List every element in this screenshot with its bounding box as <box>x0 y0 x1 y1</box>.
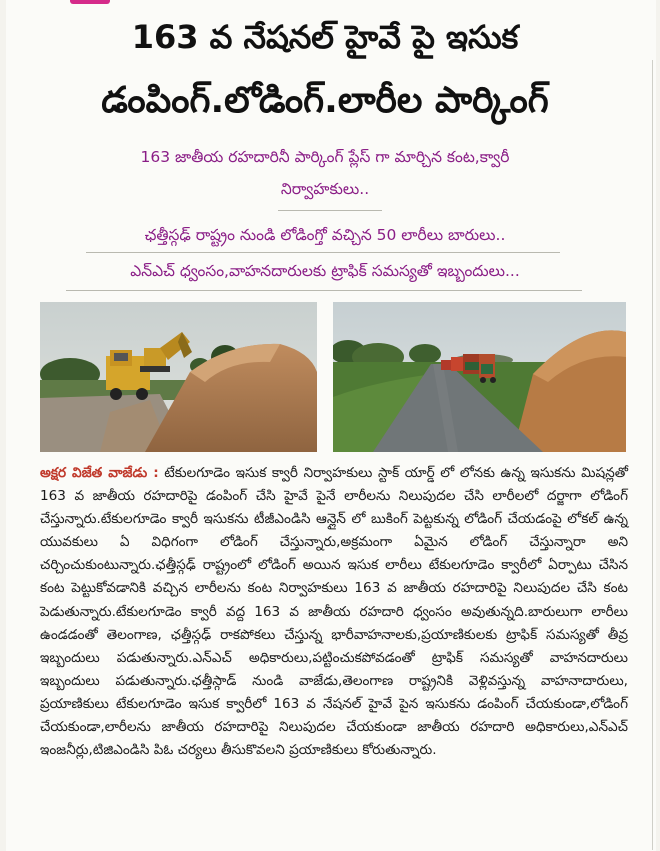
subhead-underline <box>278 210 382 211</box>
article-body <box>40 462 628 762</box>
lorries-on-highway-photo <box>333 302 626 452</box>
subhead-underline <box>86 252 560 253</box>
column-divider <box>652 60 653 850</box>
headline-line-2: డంపింగ్.లోడింగ్.లారీల పార్కింగ్ <box>101 80 549 121</box>
byline: అక్షర విజేత వాజేడు : <box>40 465 159 481</box>
subhead-1-cont: నిర్వాహకులు.. <box>280 180 370 198</box>
article-text: టేకులగూడెం ఇసుక క్వారీ నిర్వాహకులు స్టాక్ యార్డ్ లో లోనకు ఉన్న ఇసుకను మిషన్లతో 163 వ జాతీయ రహదారిపై డంపింగ్ చేసి హైవే పైనే లారీలను నిలుపుదల చేసి లారీలలో దర్జాగా లోడింగ్ చేస్తున్నారు.టేకులగూడెం క్వారీ ఇసుకను టీజీఎండిసి ఆన్లైన్ లో బుకింగ్ పెట్టకున్న లోడింగ్ చేయడంపై లోకల్ ఉన్న యువకులు ఏ విధిగంగా లోడింగ్ చేస్తున్నారు,అక్రమంగా ఏమైన లోడింగ్ చేస్తున్నారా అని చర్చించుకుంటున్నారు.ఛత్తీస్గఢ్ రాష్ట్రంలో లోడింగ్ అయిన ఇసుక లారీలు టేకులగూడెం క్వారీలో ఏర్పాటు చేసిన కంట పెట్టుకోవడానికి వచ్చిన లారీలను కంట నిర్వాహకులు 163 వ జాతీయ రహదారిపై నిలుపుదల చేసి కంట పెడుతున్నారు.టేకులగూడెం క్వారీ వద్ద 163 వ జాతీయ రహదారి ధ్వంసం అవుతున్నది.బారులుగా లారీలు ఉండడంతో తెలంగాణ, ఛత్తీస్గఢ్ రాకపోకలు చేస్తున్న భారీవాహనాలకు,ప్రయాణికులకు ట్రాఫిక్ సమస్యతో తీవ్ర ఇబ్బందులు పడుతున్నారు.ఎన్ఎచ్ అధికారులు,పట్టించుకపోవడంతో ట్రాఫిక్ సమస్యతో వాహనదారులు ఇబ్బందులు పడుతున్నారు.ఛత్తీస్గాడ్ నుండి వాజేడు,తెలంగాణ రాష్ట్రనికి వెళ్లివస్తున్న వాహనాదారులు, ప్రయాణికులు టేకులగూడెం ఇసుక క్వారీలో 163 వ నేషనల్ హైవే పైన ఇసుకను డంపింగ్ చేయకుండా,లోడింగ్ చేయకుండా,లారీలను జాతీయ రహదారిపై నిలుపుదల చేయకుండా జాతీయ రహదారి అధికారులు,ఎన్ఎచ్ ఇంజనీర్లు,టిజిఎండిసి పిఓ చర్యలు తీసుకొవలని ప్రయాణికులు కోరుతున్నారు. <box>40 465 629 759</box>
subhead-underline <box>66 290 582 291</box>
subhead-3: ఎన్ఎచ్ ధ్వంసం,వాహనదారులకు ట్రాఫిక్ సమస్యతో ఇబ్బందులు... <box>130 262 520 280</box>
sand-dump-excavator-photo <box>40 302 317 452</box>
subhead-2: ఛత్తీస్గఢ్ రాష్ట్రం నుండి లోడింగ్తో వచ్చిన 50 లారీలు బారులు.. <box>144 226 506 244</box>
headline-line-1: 163 వ నేషనల్ హైవే పై ఇసుక <box>131 18 519 56</box>
subhead-1: 163 జాతీయ రహదారినీ పార్కింగ్ ప్లేస్ గా మార్చిన కంట,క్వారీ <box>140 148 510 166</box>
top-accent-mark <box>70 0 110 4</box>
